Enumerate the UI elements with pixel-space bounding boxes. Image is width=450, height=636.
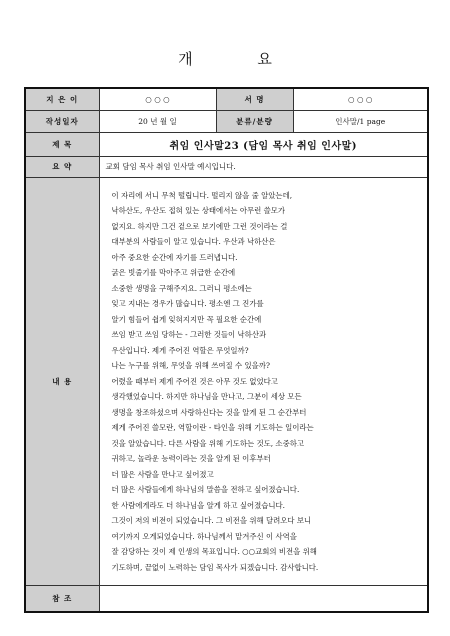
content-line: 우산입니다. 제게 주어진 역할은 무엇일까? — [111, 345, 249, 355]
content-line: 잊고 지내는 경우가 많습니다. 평소엔 그 진가를 — [111, 299, 264, 308]
content-line: 더 많은 사람들에게 하나님의 말씀을 전하고 싶어졌습니다. — [111, 485, 300, 494]
content-line: 소중한 생명을 구해주지요. 그러니 평소에는 — [111, 283, 252, 293]
content-line: 이 자리에 서니 무척 떨립니다. 떨리지 않을 줄 알았는데, — [111, 190, 293, 200]
content-line: 알기 힘들어 쉽게 잊혀지지만 꼭 필요한 순간에 — [111, 314, 262, 324]
content-body[interactable] — [99, 177, 428, 586]
date-value[interactable]: 20 년 월 일 — [99, 110, 216, 132]
content-line: 굵은 빗줄기를 막아주고 위급한 순간에 — [111, 268, 236, 277]
category-label: 분류/분량 — [216, 110, 293, 132]
content-line: 낙하산도, 우산도 접혀 있는 상태에서는 아무런 쓸모가 — [111, 206, 286, 215]
content-text — [112, 188, 418, 576]
reference-label: 참 조 — [25, 586, 99, 612]
content-label: 내 용 — [25, 177, 99, 586]
content-line: 여기까지 오게되었습니다. 하나님께서 맡겨주신 이 사역을 — [111, 531, 297, 541]
content-line: 어렸을 때부터 제게 주어진 것은 아무 것도 없었다고 — [111, 376, 278, 386]
page-title: 개 요 — [178, 50, 302, 68]
author-label: 지 은 이 — [25, 88, 99, 110]
category-value[interactable]: 인사말/1 page — [293, 110, 428, 132]
content-line: 생각했었습니다. 하지만 하나님을 만나고, 그분이 세상 모든 — [111, 392, 302, 401]
signature-value[interactable]: ○ ○ ○ — [293, 88, 428, 110]
content-line: 더 많은 사람을 만나고 싶어졌고 — [111, 469, 214, 479]
subject-value[interactable]: 취임 인사말23 (담임 목사 취임 인사말) — [99, 132, 428, 156]
content-line: 없지요. 하지만 그건 겉으로 보기에만 그런 것이라는 걸 — [111, 221, 288, 231]
content-line: 그것이 저의 비전이 되었습니다. 그 비전을 위해 달려오다 보니 — [111, 516, 312, 525]
content-line: 제게 주어진 쓸모란, 역할이란 - 타인을 위해 기도하는 일이라는 — [111, 423, 314, 432]
content-line: 귀하고, 놀라운 능력이라는 것을 알게 된 이후부터 — [111, 454, 271, 463]
content-line: 기도하며, 끝없이 노력하는 담임 목사가 되겠습니다. 감사합니다. — [111, 562, 319, 572]
content-line: 대부분의 사람들이 알고 있습니다. 우산과 낙하산은 — [111, 237, 276, 246]
author-value[interactable]: ○ ○ ○ — [99, 88, 216, 110]
summary-form-table — [24, 87, 429, 613]
signature-label: 서 명 — [216, 88, 293, 110]
summary-value[interactable]: 교회 담임 목사 취임 인사말 예시입니다. — [99, 156, 428, 177]
summary-label: 요 약 — [25, 156, 99, 177]
reference-value[interactable] — [99, 586, 428, 612]
subject-label: 제 목 — [25, 132, 99, 156]
content-line: 쓰임 받고 쓰임 당하는 - 그러한 것들이 낙하산과 — [111, 330, 267, 339]
content-line: 것을 알았습니다. 다른 사람을 위해 기도하는 것도, 소중하고 — [111, 438, 304, 448]
content-line: 잘 감당하는 것이 제 인생의 목표입니다. ○○교회의 비전을 위해 — [111, 547, 317, 556]
content-line: 생명을 창조하셨으며 사랑하신다는 것을 알게 된 그 순간부터 — [111, 407, 307, 417]
content-line: 한 사람에게라도 더 하나님을 알게 하고 싶어졌습니다. — [111, 500, 286, 510]
date-label: 작성일자 — [25, 110, 99, 132]
content-line: 나는 누구를 위해, 무엇을 위해 쓰여질 수 있을까? — [111, 361, 270, 370]
content-line: 아주 중요한 순간에 자기를 드러냅니다. — [111, 252, 238, 262]
